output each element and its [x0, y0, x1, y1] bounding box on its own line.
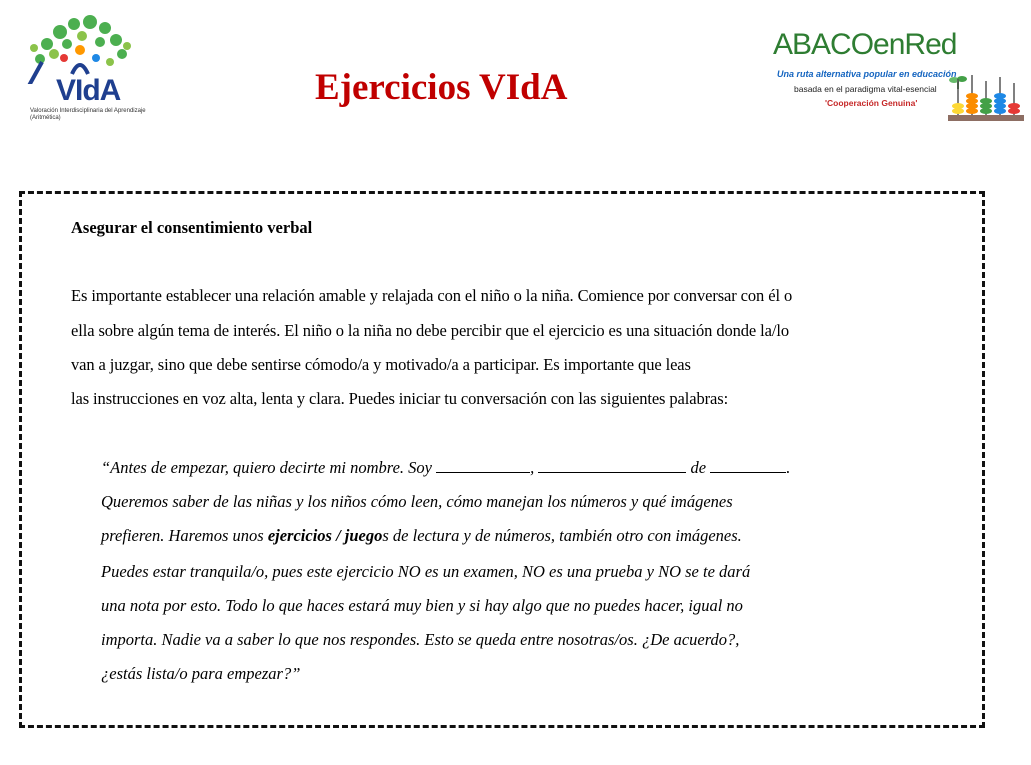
abacoenred-motto: 'Cooperación Genuina': [825, 98, 918, 108]
paragraph-line-3: van a juzgar, sino que debe sentirse cómodo/a y motivado/a a participar. Es importante que leas: [71, 355, 691, 374]
paragraph-line-4: las instrucciones en voz alta, lenta y clara. Puedes iniciar tu conversación con las siguientes palabras:: [71, 389, 729, 408]
abacoenred-word: ABACOenRed: [773, 28, 957, 61]
paragraph-line-1: Es importante establecer una relación amable y relajada con el niño o la niña. Comience por conversar con él o: [71, 286, 793, 305]
quote-line-2: Queremos saber de las niñas y los niños cómo leen, cómo manejan los números y qué imágenes: [101, 492, 733, 511]
surname-blank: [538, 458, 686, 473]
quote-line-1: [101, 458, 790, 478]
quote-text: de: [690, 458, 707, 477]
quote-text: .: [786, 458, 791, 477]
quote-line-6: importa. Nadie va a saber lo que nos respondes. Esto se queda entre nosotras/os. ¿De acuerdo?,: [101, 630, 740, 649]
quote-bold-text: ejercicios / juego: [267, 526, 383, 545]
section-heading: Asegurar el consentimiento verbal: [71, 218, 313, 237]
vida-logo: [12, 14, 146, 122]
quote-text: ,: [530, 458, 535, 477]
quote-line-4: Puedes estar tranquila/o, pues este ejercicio NO es un examen, NO es una prueba y NO se te dará: [101, 562, 751, 581]
quote-line-7: ¿estás lista/o para empezar?”: [101, 664, 301, 683]
quote-text: s de lectura y de números, también otro con imágenes.: [382, 526, 742, 545]
quote-text: prefieren. Haremos unos: [101, 526, 264, 545]
abacus-icon: [948, 75, 1024, 123]
name-blank: [436, 458, 530, 473]
paragraph-line-2: ella sobre algún tema de interés. El niño o la niña no debe percibir que el ejercicio es una situación donde la/lo: [71, 321, 790, 340]
quote-text: “Antes de empezar, quiero decirte mi nombre. Soy: [101, 458, 433, 477]
quote-line-3: [101, 526, 742, 546]
vida-logo-subtitle: Valoración Interdisciplinaria del Aprendizaje (Aritmética): [30, 108, 146, 121]
abacoenred-subtitle: basada en el paradigma vital-esencial: [794, 84, 937, 94]
vida-logo-word: VIdA: [56, 74, 121, 107]
abacoenred-tagline: Una ruta alternativa popular en educación: [777, 69, 957, 79]
page-title: Ejercicios VIdA: [315, 67, 568, 108]
abacoenred-logo: [770, 20, 1025, 125]
quote-line-5: una nota por esto. Todo lo que haces estará muy bien y si hay algo que no puedes hacer, igual no: [101, 596, 743, 615]
origin-blank: [710, 458, 786, 473]
